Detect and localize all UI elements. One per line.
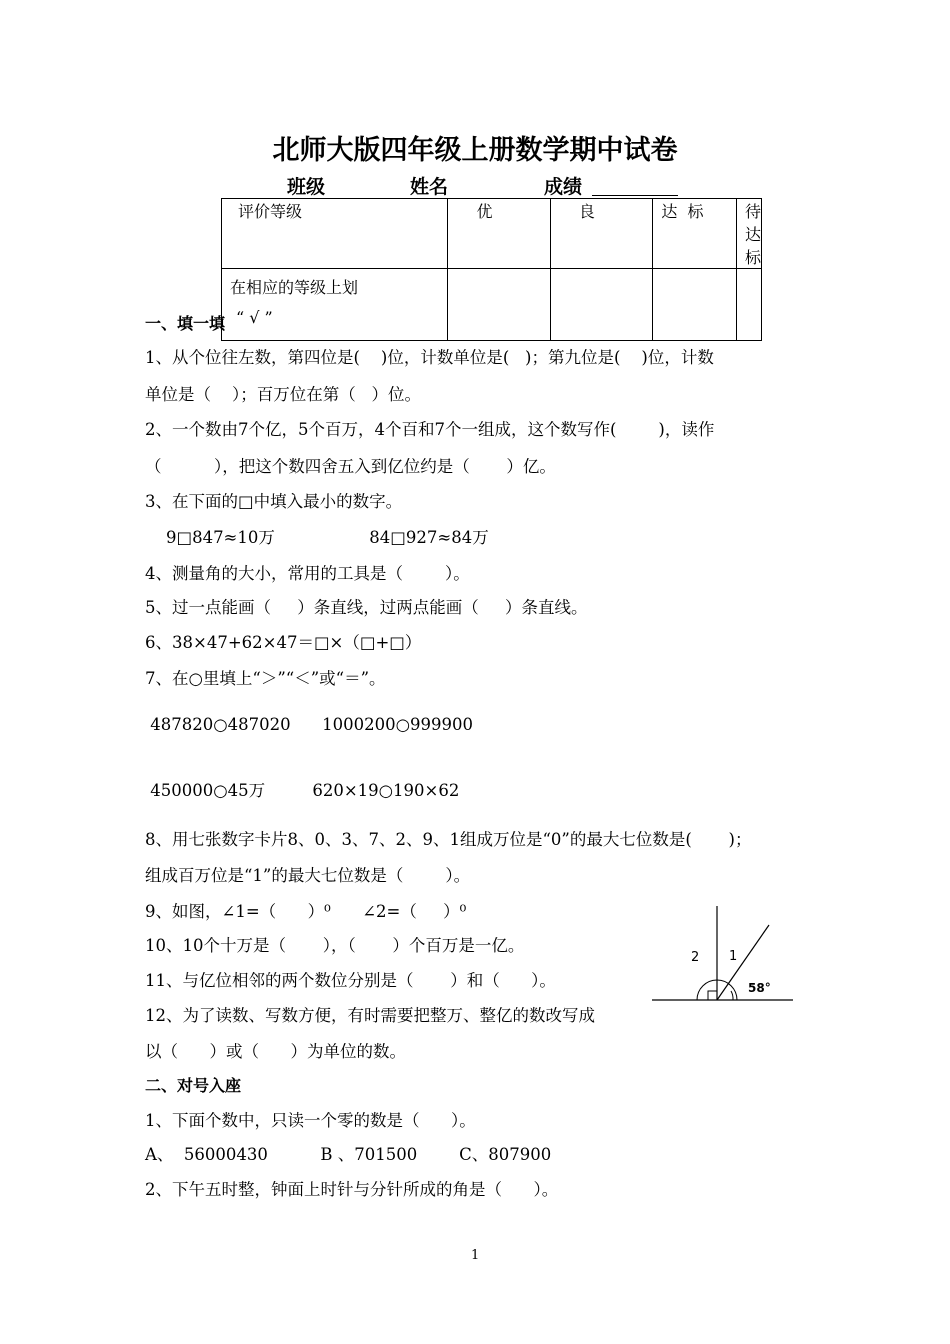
eval-cell-needs-work[interactable] — [736, 269, 761, 341]
question-line: 7、在○里填上“＞”“＜”或“＝”。 — [145, 669, 386, 688]
question-line: 3、在下面的□中填入最小的数字。 — [145, 492, 403, 511]
question-line: 10、10个十万是（ ），（ ）个百万是一亿。 — [145, 936, 525, 955]
question-line: 2、一个数由7个亿，5个百万，4个百和7个一组成，这个数写作( )，读作 — [145, 420, 715, 439]
score-underline — [592, 195, 678, 196]
eval-header-excellent: 优 — [448, 199, 550, 269]
eval-cell-good[interactable] — [550, 269, 652, 341]
eval-row-label-line1: 在相应的等级上划 — [230, 278, 359, 297]
name-label: 姓名 — [410, 176, 449, 198]
question-line: （ ），把这个数四舍五入到亿位约是（ ）亿。 — [145, 457, 556, 476]
question-line: 12、为了读数、写数方便，有时需要把整万、整亿的数改写成 — [145, 1006, 595, 1025]
page-number: 1 — [471, 1248, 480, 1263]
question-line: 4、测量角的大小，常用的工具是（ ）。 — [145, 564, 470, 583]
evaluation-table — [221, 198, 762, 341]
eval-cell-pass[interactable] — [653, 269, 737, 341]
eval-row-label — [222, 269, 448, 341]
score-label: 成绩 — [544, 176, 583, 198]
right-angle-mark — [708, 991, 717, 1000]
eval-cell-excellent[interactable] — [448, 269, 550, 341]
question-line: 9□847≈10万 84□927≈84万 — [145, 528, 489, 547]
comparison-line: 487820○487020 1000200○999900 — [145, 715, 473, 734]
question-line: 6、38×47+62×47＝□×（□+□） — [145, 633, 422, 652]
question-line: 1、下面个数中，只读一个零的数是（ ）。 — [145, 1111, 476, 1130]
question-line: 1、从个位往左数，第四位是( )位，计数单位是( )；第九位是( )位，计数 — [145, 348, 714, 367]
question-line: 8、用七张数字卡片8、0、3、7、2、9、1组成万位是“0”的最大七位数是( )； — [145, 830, 752, 849]
eval-header-level: 评价等级 — [222, 199, 448, 269]
question-line: 11、与亿位相邻的两个数位分别是（ ）和（ ）。 — [145, 971, 556, 990]
section-2-title: 二、对号入座 — [145, 1076, 242, 1095]
question-line: 2、下午五时整，钟面上时针与分针所成的角是（ ）。 — [145, 1180, 559, 1199]
section-1-title: 一、填一填 — [145, 314, 226, 333]
eval-header-needs-work: 待达标 — [736, 199, 761, 269]
angle-figure — [645, 900, 805, 1010]
question-line: 以（ ）或（ ）为单位的数。 — [145, 1042, 406, 1061]
figure-label-2: 2 — [691, 950, 700, 965]
class-label: 班级 — [287, 176, 326, 198]
eval-header-good: 良 — [550, 199, 652, 269]
comparison-line: 450000○45万 620×19○190×62 — [145, 781, 460, 800]
question-line: 9、如图，∠1=（ ）⁰ ∠2=（ ）⁰ — [145, 902, 467, 921]
eval-header-pass: 达 标 — [653, 199, 737, 269]
question-line: 单位是（ ）；百万位在第（ ）位。 — [145, 385, 421, 404]
eval-row-label-line2: “ √ ” — [236, 308, 273, 327]
figure-label-1: 1 — [729, 949, 738, 964]
question-line: 组成百万位是“1”的最大七位数是（ ）。 — [145, 866, 471, 885]
options-line: A、 56000430 B 、701500 C、807900 — [145, 1145, 552, 1164]
angle-58-arc — [731, 991, 733, 1000]
question-line: 5、过一点能画（ ）条直线，过两点能画（ ）条直线。 — [145, 598, 588, 617]
page-title: 北师大版四年级上册数学期中试卷 — [272, 135, 678, 166]
figure-angle-label: 58° — [748, 981, 771, 995]
